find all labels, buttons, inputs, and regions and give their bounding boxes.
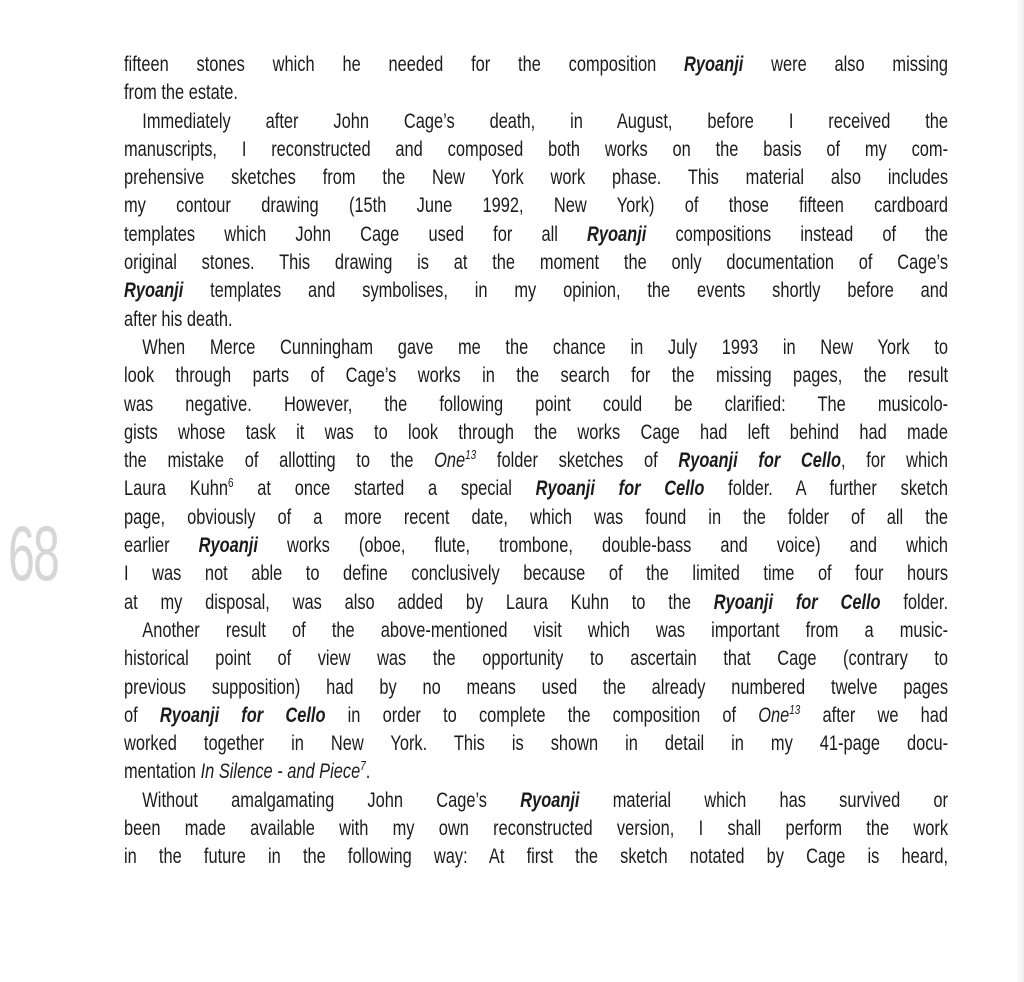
bold-title: Ryoanji for Cello <box>713 589 881 614</box>
text-line-content <box>124 842 948 870</box>
text-line <box>124 814 948 842</box>
text-run: been made available with my own reconstructed version, I shall perform the work <box>124 816 949 841</box>
italic-title: One <box>758 702 790 727</box>
text-line <box>124 474 948 502</box>
bold-title: Ryoanji for Cello <box>678 448 842 473</box>
text-line <box>124 559 948 587</box>
text-line-content <box>124 531 948 559</box>
text-line-content <box>124 729 948 757</box>
italic-title: In Silence - and Piece <box>200 759 361 784</box>
bold-title: Ryoanji <box>198 533 258 558</box>
bold-title: Ryoanji <box>587 221 647 246</box>
text-run: gists whose task it was to look through the works Cage had left behind had made <box>124 419 949 444</box>
text-run: Laura Kuhn <box>124 476 229 501</box>
text-run: I was not able to define conclusively because of the limited time of four hours <box>124 561 949 586</box>
text-line-content <box>124 814 948 842</box>
text-run: manuscripts, I reconstructed and composed both works on the basis of my com- <box>124 136 949 161</box>
text-line-content <box>124 248 948 276</box>
text-run: material which has survived or <box>579 787 949 812</box>
text-run: fifteen stones which he needed for the composition <box>124 52 685 76</box>
bold-title: Ryoanji for Cello <box>535 476 705 501</box>
text-run: prehensive sketches from the New York work phase. This material also includes <box>124 165 949 190</box>
text-line-content <box>124 446 948 474</box>
text-run: earlier <box>124 533 199 558</box>
text-line-content <box>124 701 948 729</box>
text-run: Without amalgamating John Cage’s <box>142 787 521 812</box>
text-line-content <box>124 191 948 219</box>
text-run: look through parts of Cage’s works in the search for the missing pages, the result <box>124 363 949 388</box>
text-run: after we had <box>800 702 949 727</box>
text-line-content <box>124 361 948 389</box>
page-number: 68 <box>8 509 59 597</box>
text-line <box>124 446 948 474</box>
text-line <box>124 191 948 219</box>
text-line-content <box>124 50 948 78</box>
bold-title: Ryoanji <box>124 278 184 303</box>
text-line <box>124 531 948 559</box>
text-run: from the estate. <box>124 80 238 105</box>
text-line <box>124 135 948 163</box>
text-line <box>124 361 948 389</box>
text-line-content <box>124 276 948 304</box>
text-line-content <box>124 163 948 191</box>
text-line-content <box>124 474 948 502</box>
text-line <box>124 729 948 757</box>
text-line <box>124 673 948 701</box>
text-line <box>124 305 948 333</box>
text-line <box>124 418 948 446</box>
text-line <box>124 276 948 304</box>
text-run: historical point of view was the opportunity to ascertain that Cage (contrary to <box>124 646 949 671</box>
text-line-content <box>124 786 948 814</box>
text-run: folder. A further sketch <box>704 476 949 501</box>
text-line <box>124 390 948 418</box>
text-line-content <box>124 757 948 785</box>
text-line-content <box>124 220 948 248</box>
text-run: folder. <box>880 589 949 614</box>
text-run: at my disposal, was also added by Laura Kuhn to the <box>124 589 714 614</box>
text-run: previous supposition) had by no means used the already numbered twelve pages <box>124 674 949 699</box>
footnote-ref: 13 <box>465 447 477 463</box>
text-line <box>124 333 948 361</box>
text-line <box>124 220 948 248</box>
text-run: original stones. This drawing is at the moment the only documentation of Cage’s <box>124 250 949 275</box>
footnote-ref: 13 <box>789 701 801 717</box>
text-line-content <box>124 559 948 587</box>
body-text <box>124 50 948 871</box>
text-line <box>124 786 948 814</box>
text-run: works (oboe, flute, trombone, double-bass and voice) and which <box>257 533 949 558</box>
text-run: templates and symbolises, in my opinion, the events shortly before and <box>183 278 949 303</box>
text-run: folder sketches of <box>476 448 679 473</box>
text-run: was negative. However, the following point could be clarified: The musicolo- <box>124 391 949 416</box>
text-line-content <box>124 588 948 616</box>
text-run: mentation <box>124 759 201 784</box>
text-run: When Merce Cunningham gave me the chance in July 1993 in New York to <box>142 334 949 359</box>
footnote-ref: 6 <box>228 475 234 491</box>
text-line-content <box>124 616 948 644</box>
text-run: Another result of the above-mentioned visit which was important from a music- <box>142 617 949 642</box>
text-line-content <box>124 418 948 446</box>
text-line-content <box>124 305 948 333</box>
text-run: page, obviously of a more recent date, which was found in the folder of all the <box>124 504 949 529</box>
text-line-content <box>124 503 948 531</box>
text-run: Immediately after John Cage’s death, in August, before I received the <box>142 108 949 133</box>
text-run: in the future in the following way: At first the sketch notated by Cage is heard, <box>124 844 949 869</box>
text-line-content <box>124 673 948 701</box>
text-line-content <box>124 644 948 672</box>
text-run: in order to complete the composition of <box>325 702 759 727</box>
text-line-content <box>124 107 948 135</box>
text-line <box>124 644 948 672</box>
text-run: templates which John Cage used for all <box>124 221 588 246</box>
text-run: worked together in New York. This is shown in detail in my 41-page docu- <box>124 731 949 756</box>
text-run: the mistake of allotting to the <box>124 448 435 473</box>
text-run: , for which <box>841 448 949 473</box>
bold-title: Ryoanji <box>684 52 744 76</box>
text-run: at once started a special <box>233 476 536 501</box>
text-line <box>124 616 948 644</box>
text-line <box>124 757 948 785</box>
text-line <box>124 701 948 729</box>
bold-title: Ryoanji for Cello <box>159 702 326 727</box>
text-run: of <box>124 702 160 727</box>
text-line-content <box>124 333 948 361</box>
text-line-content <box>124 390 948 418</box>
text-line <box>124 50 948 78</box>
text-line-content <box>124 78 948 106</box>
text-run: . <box>365 759 371 784</box>
text-run: my contour drawing (15th June 1992, New York) of those fifteen cardboard <box>124 193 949 218</box>
text-run: after his death. <box>124 306 233 331</box>
bold-title: Ryoanji <box>520 787 580 812</box>
text-run: compositions instead of the <box>646 221 949 246</box>
text-line <box>124 107 948 135</box>
footnote-ref: 7 <box>360 758 366 774</box>
text-run: were also missing <box>743 52 949 76</box>
text-line <box>124 503 948 531</box>
italic-title: One <box>434 448 466 473</box>
text-line <box>124 78 948 106</box>
text-line-content <box>124 135 948 163</box>
text-line <box>124 163 948 191</box>
text-line <box>124 588 948 616</box>
text-line <box>124 248 948 276</box>
page-edge <box>1016 0 1024 982</box>
text-line <box>124 842 948 870</box>
